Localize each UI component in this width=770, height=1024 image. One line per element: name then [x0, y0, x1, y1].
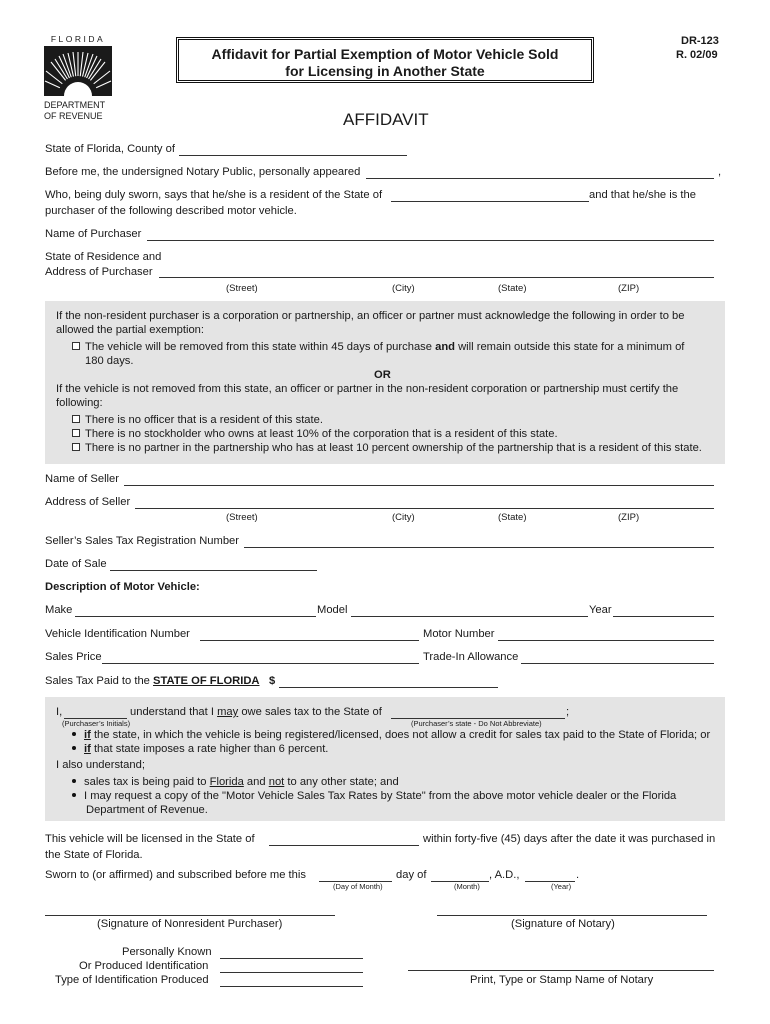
logo-state-name: FLORIDA	[50, 34, 106, 44]
bullet-rates-copy	[72, 790, 676, 803]
resident-line2: purchaser of the following described motor vehicle.	[45, 205, 297, 217]
notary-name-line[interactable]	[408, 970, 714, 971]
resident-state-field[interactable]	[391, 189, 589, 202]
year-label: Year	[589, 604, 612, 616]
state-caption: (Purchaser’s state - Do Not Abbreviate)	[411, 719, 542, 728]
seller-address-label: Address of Seller	[45, 496, 131, 508]
year-caption: (Year)	[551, 882, 572, 891]
bullet-rate-text: that state imposes a rate higher than 6 percent.	[90, 743, 329, 755]
removal-text-and: and	[435, 341, 455, 353]
purchaser-addr-zip-caption: (ZIP)	[618, 283, 640, 294]
vin-field[interactable]	[200, 628, 419, 641]
bullet-florida-a: sales tax is being paid to	[84, 776, 210, 788]
purchaser-addr-state-caption: (State)	[498, 283, 527, 294]
purchaser-name-field[interactable]	[147, 228, 714, 241]
produced-id-field[interactable]	[220, 960, 363, 973]
corp-intro-line1: If the non-resident purchaser is a corporation or partnership, an officer or partner must acknowledge the following in order to be	[56, 310, 685, 322]
tax-paid-field[interactable]	[279, 675, 498, 688]
seller-name-label: Name of Seller	[45, 473, 119, 485]
no-partner-text: There is no partner in the partnership who has at least 10 percent ownership of the partnership that is a resident of this state.	[85, 442, 702, 454]
trade-in-label: Trade-In Allowance	[423, 651, 519, 663]
no-stockholder-text: There is no stockholder who owns at least 10% of the corporation that is a resident of this state.	[85, 428, 558, 440]
also-understand: I also understand;	[56, 759, 145, 771]
purchaser-signature-caption: (Signature of Nonresident Purchaser)	[97, 918, 283, 930]
removal-line2: 180 days.	[85, 355, 134, 367]
seller-tax-reg-field[interactable]	[244, 535, 714, 548]
purchaser-addr-street-caption: (Street)	[226, 283, 258, 294]
model-label: Model	[317, 604, 348, 616]
sunburst-icon	[44, 46, 112, 96]
within-label: within forty-five (45) days after the date it was purchased in	[423, 833, 716, 845]
bullet-rates-copy-text: I may request a copy of the "Motor Vehicle Sales Tax Rates by State" from the above motor vehicle dealer or the Florida	[84, 790, 677, 802]
or-separator: OR	[374, 369, 391, 381]
i-label: I,	[56, 706, 63, 718]
notary-signature-caption: (Signature of Notary)	[511, 918, 615, 930]
tax-paid-state: STATE OF FLORIDA	[153, 675, 260, 687]
no-stockholder-row	[72, 428, 558, 441]
month-caption: (Month)	[454, 882, 480, 891]
florida-line: the State of Florida.	[45, 849, 143, 861]
model-field[interactable]	[351, 604, 588, 617]
make-field[interactable]	[75, 604, 316, 617]
purchaser-address-field[interactable]	[159, 265, 714, 278]
sales-price-label: Sales Price	[45, 651, 102, 663]
resident-suffix: and that he/she is the	[589, 189, 696, 201]
vehicle-description-heading: Description of Motor Vehicle:	[45, 581, 200, 593]
bullet-rate	[72, 743, 328, 756]
purchaser-name-label: Name of Purchaser	[45, 228, 142, 240]
affiant-name-field[interactable]	[366, 166, 714, 179]
personally-known-field[interactable]	[220, 946, 363, 959]
purchaser-initials-field[interactable]	[64, 706, 127, 719]
form-title-line2: for Licensing in Another State	[285, 63, 485, 79]
motor-number-label: Motor Number	[423, 628, 495, 640]
may-text: may	[217, 706, 239, 718]
tax-paid-label: Sales Tax Paid to the	[45, 675, 154, 687]
no-partner-row	[72, 442, 702, 455]
sworn-period: .	[576, 869, 580, 881]
understand-text: understand that I	[130, 706, 218, 718]
vin-label: Vehicle Identification Number	[45, 628, 190, 640]
purchaser-state-field[interactable]	[391, 706, 565, 719]
bullet-florida-state: Florida	[209, 776, 244, 788]
tax-paid-dollar: $	[269, 675, 276, 687]
no-stockholder-checkbox[interactable]	[72, 429, 80, 437]
make-label: Make	[45, 604, 73, 616]
affidavit-heading: AFFIDAVIT	[343, 110, 429, 129]
resident-label: Who, being duly sworn, says that he/she is a resident of the State of	[45, 189, 383, 201]
semicolon: ;	[566, 706, 570, 718]
not-removed-line2: following:	[56, 397, 103, 409]
residence-label-1: State of Residence and	[45, 251, 162, 263]
no-officer-text: There is no officer that is a resident of this state.	[85, 414, 323, 426]
sworn-label: Sworn to (or affirmed) and subscribed before me this	[45, 869, 306, 881]
personally-known-label: Personally Known	[122, 946, 212, 958]
no-officer-row	[72, 414, 323, 427]
form-revision: R. 02/09	[676, 49, 718, 61]
day-caption: (Day of Month)	[333, 882, 383, 891]
sworn-day-field[interactable]	[319, 869, 392, 882]
seller-tax-reg-label: Seller’s Sales Tax Registration Number	[45, 535, 240, 547]
seller-name-field[interactable]	[124, 473, 714, 486]
bullet-credit-if: if	[84, 729, 91, 741]
removal-text-a: The vehicle will be removed from this state within 45 days of purchase	[85, 341, 436, 353]
comma: ,	[718, 166, 722, 178]
licensed-label: This vehicle will be licensed in the State of	[45, 833, 255, 845]
not-removed-line1: If the vehicle is not removed from this state, an officer or partner in the non-resident corporation or partnership must certify the	[56, 383, 679, 395]
year-field[interactable]	[613, 604, 714, 617]
form-title-line1: Affidavit for Partial Exemption of Motor Vehicle Sold	[211, 46, 559, 62]
understand-row	[130, 706, 382, 719]
corp-intro-line2: allowed the partial exemption:	[56, 324, 205, 336]
initials-caption: (Purchaser’s Initials)	[62, 719, 131, 728]
notary-appeared-label: Before me, the undersigned Notary Public, personally appeared	[45, 166, 361, 178]
day-of-label: day of	[396, 869, 427, 881]
seller-addr-state-caption: (State)	[498, 512, 527, 523]
removal-check-row	[72, 341, 684, 354]
bullet-florida-not: not	[268, 776, 285, 788]
removal-text-b: will remain outside this state for a minimum of	[454, 341, 685, 353]
county-field[interactable]	[179, 143, 407, 156]
sworn-year-field[interactable]	[525, 869, 575, 882]
owe-text: owe sales tax to the State of	[238, 706, 382, 718]
purchaser-addr-city-caption: (City)	[392, 283, 415, 294]
bullet-florida-c: to any other state; and	[284, 776, 399, 788]
tax-paid-row	[45, 675, 260, 688]
seller-addr-street-caption: (Street)	[226, 512, 258, 523]
no-partner-checkbox[interactable]	[72, 443, 80, 451]
licensing-state-field[interactable]	[269, 833, 419, 846]
sales-price-field[interactable]	[102, 651, 419, 664]
bullet-credit	[72, 729, 710, 742]
date-of-sale-label: Date of Sale	[45, 558, 107, 570]
logo-dept-line2: OF REVENUE	[44, 111, 103, 121]
seller-address-field[interactable]	[135, 496, 714, 509]
motor-number-field[interactable]	[498, 628, 714, 641]
form-number: DR-123	[681, 35, 719, 47]
date-of-sale-field[interactable]	[110, 558, 317, 571]
seller-addr-zip-caption: (ZIP)	[618, 512, 640, 523]
bullet-rate-if: if	[84, 743, 91, 755]
florida-dor-logo	[44, 34, 112, 124]
notary-signature-line[interactable]	[437, 915, 707, 916]
trade-in-field[interactable]	[521, 651, 714, 664]
removal-checkbox[interactable]	[72, 342, 80, 350]
produced-id-label: Or Produced Identification	[79, 960, 209, 972]
id-type-field[interactable]	[220, 974, 363, 987]
residence-label-2: Address of Purchaser	[45, 266, 153, 278]
county-label: State of Florida, County of	[45, 143, 175, 155]
bullet-florida	[72, 776, 399, 789]
no-officer-checkbox[interactable]	[72, 415, 80, 423]
purchaser-signature-line[interactable]	[45, 915, 335, 916]
id-type-label: Type of Identification Produced	[55, 974, 209, 986]
sworn-month-field[interactable]	[431, 869, 489, 882]
bullet-florida-b: and	[243, 776, 269, 788]
logo-dept-line1: DEPARTMENT	[44, 100, 106, 110]
notary-name-caption: Print, Type or Stamp Name of Notary	[470, 974, 654, 986]
ad-label: , A.D.,	[489, 869, 520, 881]
bullet-credit-text: the state, in which the vehicle is being registered/licensed, does not allow a credit for sales tax paid to the State of Florida; or	[90, 729, 711, 741]
seller-addr-city-caption: (City)	[392, 512, 415, 523]
bullet-rates-copy-line2: Department of Revenue.	[86, 804, 208, 816]
